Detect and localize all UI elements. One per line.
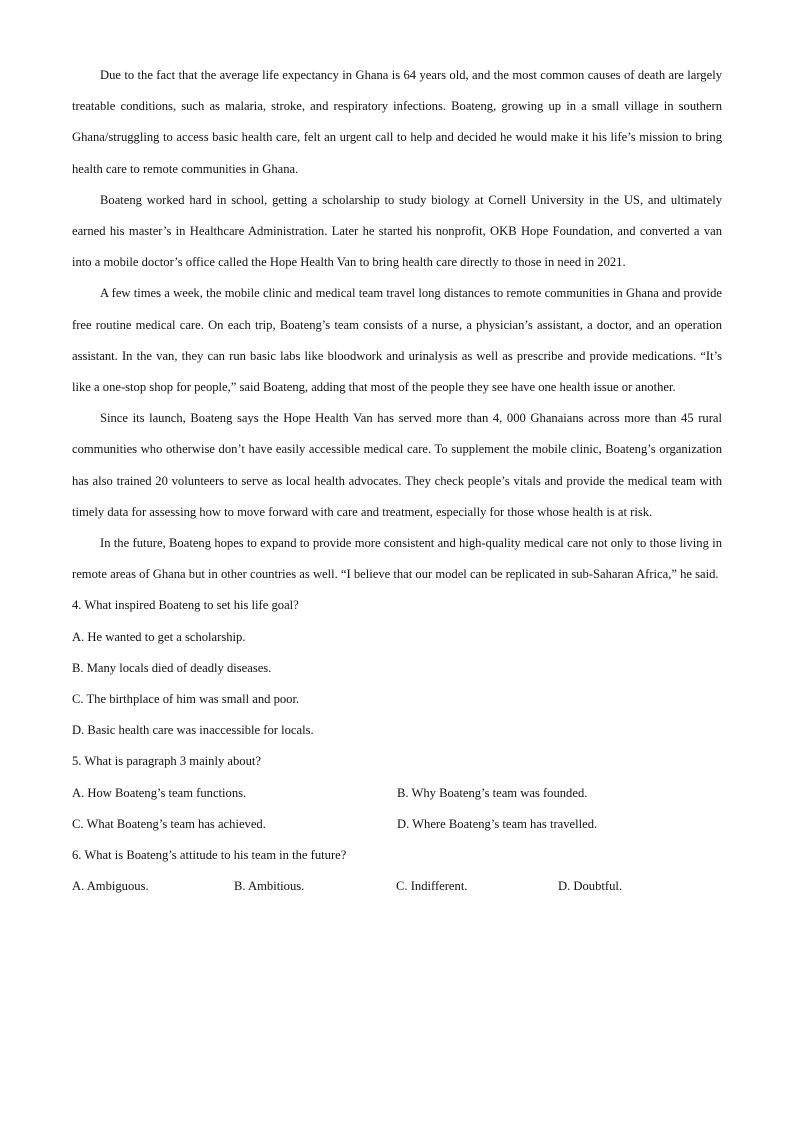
- question-4-stem: 4. What inspired Boateng to set his life goal?: [72, 598, 299, 613]
- question-5: [72, 746, 722, 840]
- reading-passage: [72, 60, 722, 590]
- passage-paragraph-2: Boateng worked hard in school, getting a scholarship to study biology at Cornell University in the US, and ultimately earned his master’s in Healthcare Administration. Later he started his nonprofit, OKB Hope Foundation, and converted a van into a mobile doctor’s office called the Hope Health Van to bring health care directly to those in need in 2021.: [72, 192, 722, 270]
- question-6-options-row: [72, 871, 722, 902]
- question-4-option-b: B. Many locals died of deadly diseases.: [72, 660, 272, 675]
- question-6-option-b: B. Ambitious.: [234, 879, 305, 894]
- passage-paragraph-3: A few times a week, the mobile clinic and medical team travel long distances to remote communities in Ghana and provide free routine medical care. On each trip, Boateng’s team consists of a nurse, a physician’s assistant, a doctor, and an operation assistant. In the van, they can run basic labs like bloodwork and urinalysis as well as prescribe and provide medications. “It’s like a one-stop shop for people,” said Boateng, adding that most of the people they see have one health issue or another.: [72, 286, 722, 395]
- question-6-option-d: D. Doubtful.: [558, 879, 623, 894]
- question-5-option-c: C. What Boateng’s team has achieved.: [72, 816, 266, 831]
- question-5-option-d: D. Where Boateng’s team has travelled.: [397, 816, 598, 831]
- passage-paragraph-5: In the future, Boateng hopes to expand to provide more consistent and high-quality medical care not only to those living in remote areas of Ghana but in other countries as well. “I believe that our model can be replicated in sub-Saharan Africa,” he said.: [72, 536, 722, 582]
- document-page: [72, 60, 722, 902]
- question-6-stem: 6. What is Boateng’s attitude to his team in the future?: [72, 848, 347, 863]
- question-5-stem: 5. What is paragraph 3 mainly about?: [72, 754, 261, 769]
- passage-paragraph-4: Since its launch, Boateng says the Hope Health Van has served more than 4, 000 Ghanaians across more than 45 rural communities who otherwise don’t have easily accessible medical care. To supplement the mobile clinic, Boateng’s organization has also trained 20 volunteers to serve as local health advocates. They check people’s vitals and provide the medical team with timely data for assessing how to move forward with care and treatment, especially for those whose health is at risk.: [72, 411, 722, 519]
- question-5-option-a: A. How Boateng’s team functions.: [72, 785, 247, 800]
- question-5-option-b: B. Why Boateng’s team was founded.: [397, 785, 588, 800]
- question-6-option-a: A. Ambiguous.: [72, 879, 149, 894]
- question-5-options-row-2: [72, 809, 722, 840]
- passage-paragraph-1: Due to the fact that the average life expectancy in Ghana is 64 years old, and the most common causes of death are largely treatable conditions, such as malaria, stroke, and respiratory infections. Boateng, growing up in a small village in southern Ghana/struggling to access basic health care, felt an urgent call to help and decided he would make it his life’s mission to bring health care to remote communities in Ghana.: [72, 68, 722, 176]
- question-5-options-row-1: [72, 778, 722, 809]
- question-4-option-d: D. Basic health care was inaccessible for locals.: [72, 723, 314, 738]
- question-4-option-a: A. He wanted to get a scholarship.: [72, 629, 246, 644]
- question-6-option-c: C. Indifferent.: [396, 879, 468, 894]
- question-6: [72, 840, 722, 902]
- question-4-option-c: C. The birthplace of him was small and poor.: [72, 692, 300, 707]
- question-4: [72, 590, 722, 746]
